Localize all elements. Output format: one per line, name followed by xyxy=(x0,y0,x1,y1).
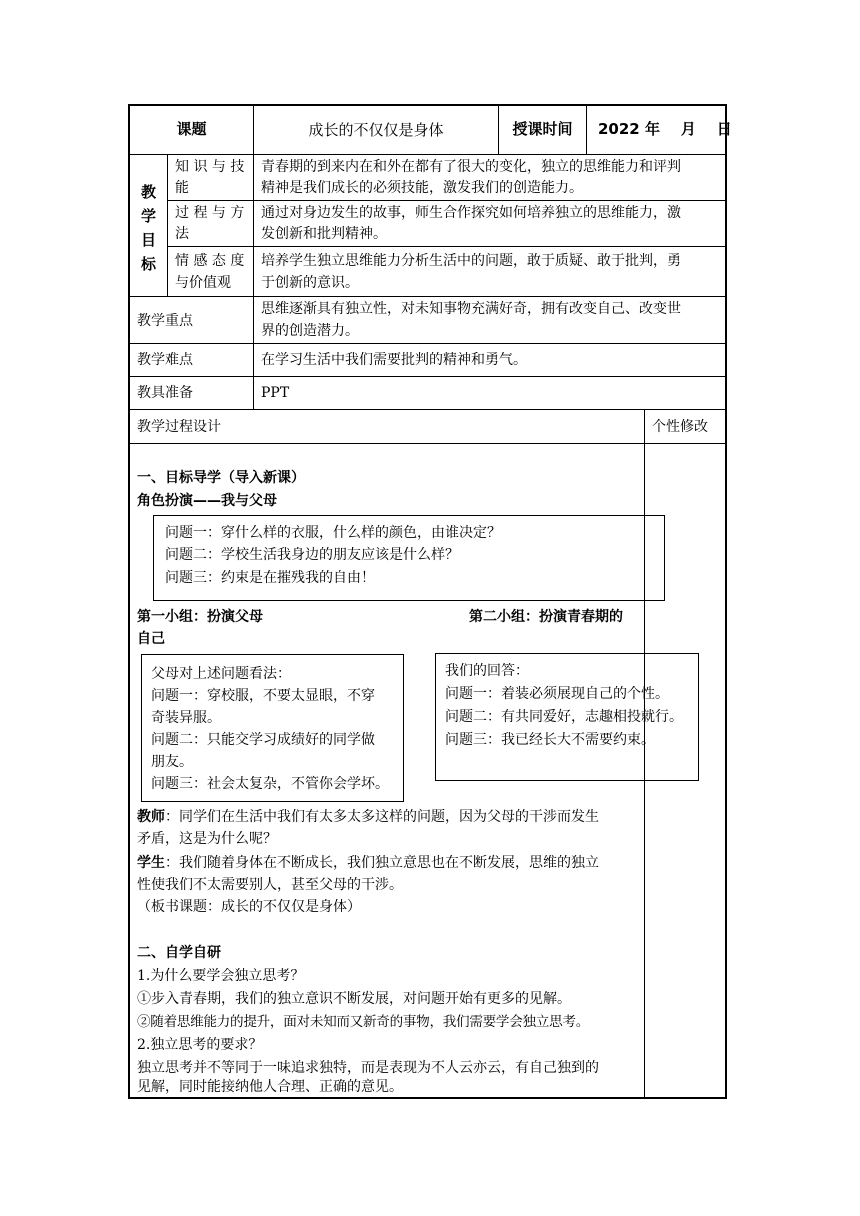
kids-answer-line: 问题一：着装必须展现自己的个性。 xyxy=(445,686,669,702)
teacher-text-cont: 矛盾，这是为什么呢？ xyxy=(137,831,277,847)
key-point-text: 思维逐渐具有独立性，对未知事物充满好奇，拥有改变自己、改变世 xyxy=(261,301,681,317)
parents-answer-line: 问题三：社会太复杂，不管你会学坏。 xyxy=(151,776,389,792)
section2-line: 见解，同时能接纳他人合理、正确的意见。 xyxy=(137,1079,403,1095)
teacher-line xyxy=(137,806,599,828)
objective-name: 能 xyxy=(175,180,189,196)
teacher-text: ：同学们在生活中我们有太多太多这样的问题，因为父母的干涉而发生 xyxy=(165,809,599,825)
student-text-cont: 性使我们不太需要别人，甚至父母的干涉。 xyxy=(137,877,403,893)
kids-answer-line: 问题二：有共同爱好，志趣相投就行。 xyxy=(445,709,683,725)
topic-value: 成长的不仅仅是身体 xyxy=(308,121,444,139)
kids-answer-line: 问题三：我已经长大不需要约束。 xyxy=(445,732,655,748)
question-item: 问题一：穿什么样的衣服，什么样的颜色，由谁决定？ xyxy=(165,525,501,541)
objective-content: 于创新的意识。 xyxy=(261,275,359,291)
question-item: 问题三：约束是在摧残我的自由！ xyxy=(165,570,375,586)
revision-label: 个性修改 xyxy=(652,419,708,435)
section1-subheading: 角色扮演——我与父母 xyxy=(137,493,277,509)
question-item: 问题二：学校生活我身边的朋友应该是什么样？ xyxy=(165,547,459,563)
section2-line: 1.为什么要学会独立思考？ xyxy=(137,968,305,984)
parents-answer-line: 奇装异服。 xyxy=(151,710,221,726)
tools-text: PPT xyxy=(261,385,290,401)
group2-label-cont: 自己 xyxy=(137,631,165,647)
objective-name: 过 程 与 方 xyxy=(175,205,245,221)
section2-heading: 二、自学自研 xyxy=(137,945,221,961)
objective-content: 培养学生独立思维能力分析生活中的问题，敢于质疑、敢于批判，勇 xyxy=(261,253,681,269)
difficulty-text: 在学习生活中我们需要批判的精神和勇气。 xyxy=(261,352,527,368)
objective-content: 精神是我们成长的必须技能，激发我们的创造能力。 xyxy=(261,180,583,196)
section2-line: ①步入青春期，我们的独立意识不断发展，对问题开始有更多的见解。 xyxy=(137,991,571,1007)
group1-label: 第一小组：扮演父母 xyxy=(137,609,263,625)
objectives-label: 教 学 目 标 xyxy=(140,183,156,273)
section2-line: 2.独立思考的要求？ xyxy=(137,1037,263,1053)
parents-answer-line: 问题一：穿校服，不要太显眼，不穿 xyxy=(151,688,375,704)
parents-answer-line: 父母对上述问题看法： xyxy=(151,666,291,682)
time-label: 授课时间 xyxy=(512,120,573,138)
process-label: 教学过程设计 xyxy=(137,419,221,435)
group2-label: 第二小组：扮演青春期的 xyxy=(469,609,623,625)
difficulty-label: 教学难点 xyxy=(137,352,193,368)
time-value: 2022 年 月 日 xyxy=(598,120,732,138)
teacher-label: 教师 xyxy=(137,809,165,825)
objective-name: 与价值观 xyxy=(175,275,231,291)
student-label: 学生 xyxy=(137,855,165,871)
board-note: （板书课题：成长的不仅仅是身体） xyxy=(137,899,361,915)
key-point-text: 界的创造潜力。 xyxy=(261,323,359,339)
tools-label: 教具准备 xyxy=(137,385,193,401)
section2-line: ②随着思维能力的提升，面对未知而又新奇的事物，我们需要学会独立思考。 xyxy=(137,1014,589,1030)
key-point-label: 教学重点 xyxy=(137,313,193,329)
parents-answer-line: 朋友。 xyxy=(151,754,193,770)
topic-label: 课题 xyxy=(176,120,207,138)
student-text: ：我们随着身体在不断成长，我们独立意思也在不断发展，思维的独立 xyxy=(165,855,599,871)
objective-content: 通过对身边发生的故事，师生合作探究如何培养独立的思维能力，激 xyxy=(261,205,681,221)
objective-name: 法 xyxy=(175,226,189,242)
section2-line: 独立思考并不等同于一味追求独特，而是表现为不人云亦云，有自己独到的 xyxy=(137,1060,599,1076)
parents-answer-line: 问题二：只能交学习成绩好的同学做 xyxy=(151,732,375,748)
objective-name: 情 感 态 度 xyxy=(175,253,245,269)
objective-name: 知 识 与 技 xyxy=(175,159,245,175)
student-line xyxy=(137,852,599,874)
objective-content: 青春期的到来内在和外在都有了很大的变化，独立的思维能力和评判 xyxy=(261,159,681,175)
kids-answer-line: 我们的回答： xyxy=(445,663,529,679)
section1-heading: 一、目标导学（导入新课） xyxy=(137,470,305,486)
objective-content: 发创新和批判精神。 xyxy=(261,226,387,242)
